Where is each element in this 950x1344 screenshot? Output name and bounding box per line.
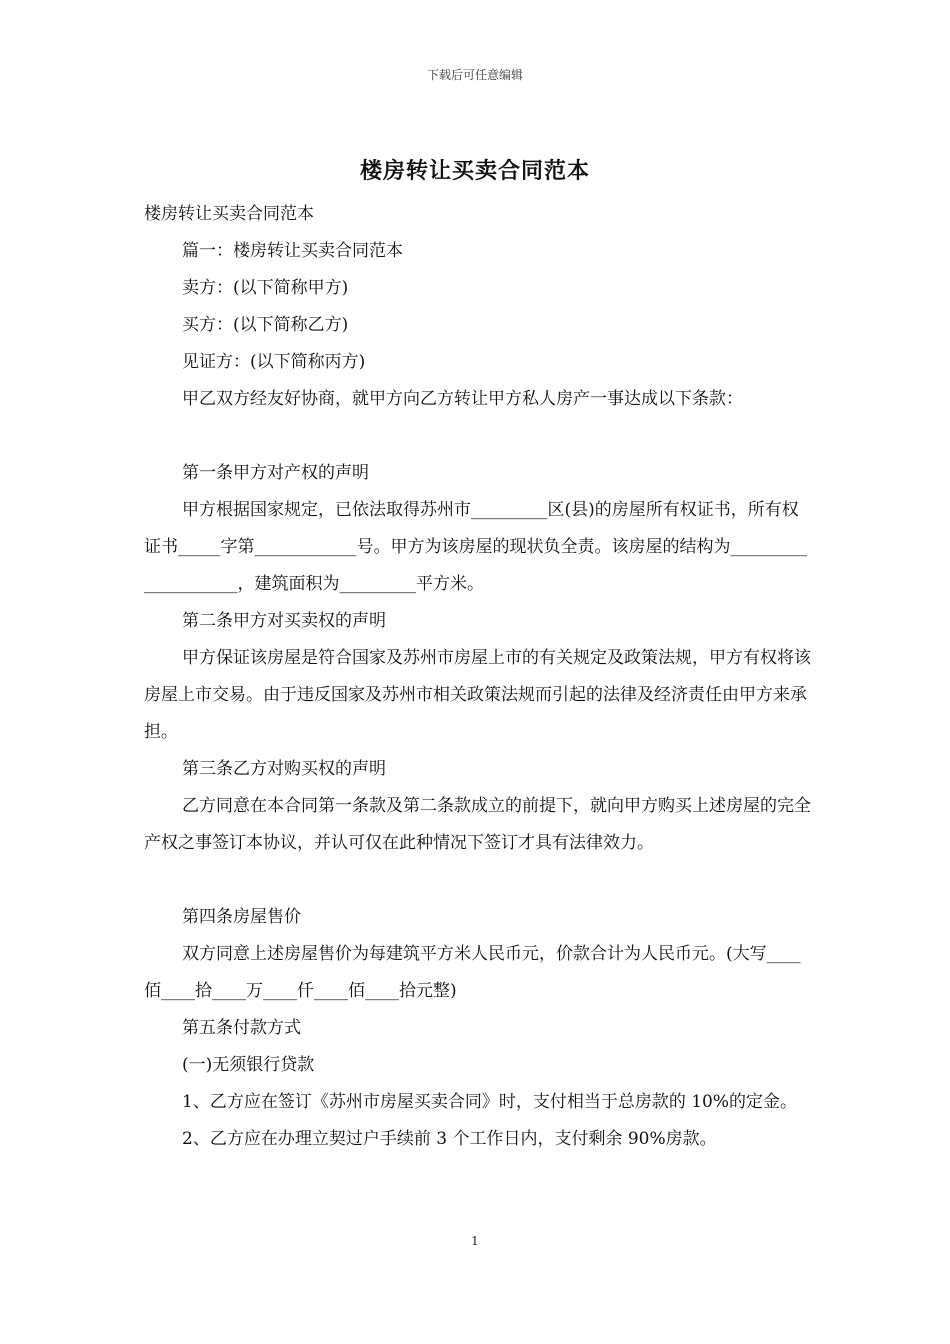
document-body bbox=[144, 196, 812, 1158]
blank-line bbox=[144, 862, 812, 899]
section-heading: 篇一：楼房转让买卖合同范本 bbox=[182, 241, 403, 261]
article-4-heading: 第四条房屋售价 bbox=[182, 907, 301, 927]
subtitle-line: 楼房转让买卖合同范本 bbox=[144, 204, 314, 224]
article-2-body: 甲方保证该房屋是符合国家及苏州市房屋上市的有关规定及政策法规，甲方有权将该房屋上市交易。由于违反国家及苏州市相关政策法规而引起的法律及经济责任由甲方来承担。 bbox=[144, 648, 811, 742]
header-note: 下载后可任意编辑 bbox=[426, 68, 523, 82]
article-3-body: 乙方同意在本合同第一条款及第二条款成立的前提下，就向甲方购买上述房屋的完全产权之事签订本协议，并认可仅在此种情况下签订才具有法律效力。 bbox=[144, 796, 811, 853]
blank-line bbox=[144, 418, 812, 455]
article-4-body: 双方同意上述房屋售价为每建筑平方米人民币元，价款合计为人民币元。(大写____佰____拾____万____仟____佰____拾元整) bbox=[144, 944, 801, 1001]
payment-item-1: 1、乙方应在签订《苏州市房屋买卖合同》时，支付相当于总房款的 10%的定金。 bbox=[182, 1092, 798, 1112]
page-number: 1 bbox=[471, 1234, 479, 1248]
article-3-heading: 第三条乙方对购买权的声明 bbox=[182, 759, 386, 779]
article-1-body: 甲方根据国家规定，已依法取得苏州市_________区(县)的房屋所有权证书，所有权证书_____字第____________号。甲方为该房屋的现状负全责。该房屋的结构为____________________，建筑面积为_________平方米。 bbox=[144, 500, 807, 594]
party-witness: 见证方：(以下简称丙方) bbox=[182, 352, 366, 372]
payment-option-1: (一)无须银行贷款 bbox=[182, 1055, 315, 1075]
preamble: 甲乙双方经友好协商，就甲方向乙方转让甲方私人房产一事达成以下条款： bbox=[182, 389, 743, 409]
article-5-heading: 第五条付款方式 bbox=[182, 1018, 301, 1038]
article-1-heading: 第一条甲方对产权的声明 bbox=[182, 463, 369, 483]
document-title: 楼房转让买卖合同范本 bbox=[359, 158, 590, 184]
article-2-heading: 第二条甲方对买卖权的声明 bbox=[182, 611, 386, 631]
party-buyer: 买方：(以下简称乙方) bbox=[182, 315, 349, 335]
payment-item-2: 2、乙方应在办理立契过户手续前 3 个工作日内，支付剩余 90%房款。 bbox=[182, 1129, 717, 1149]
party-seller: 卖方：(以下简称甲方) bbox=[182, 278, 349, 298]
